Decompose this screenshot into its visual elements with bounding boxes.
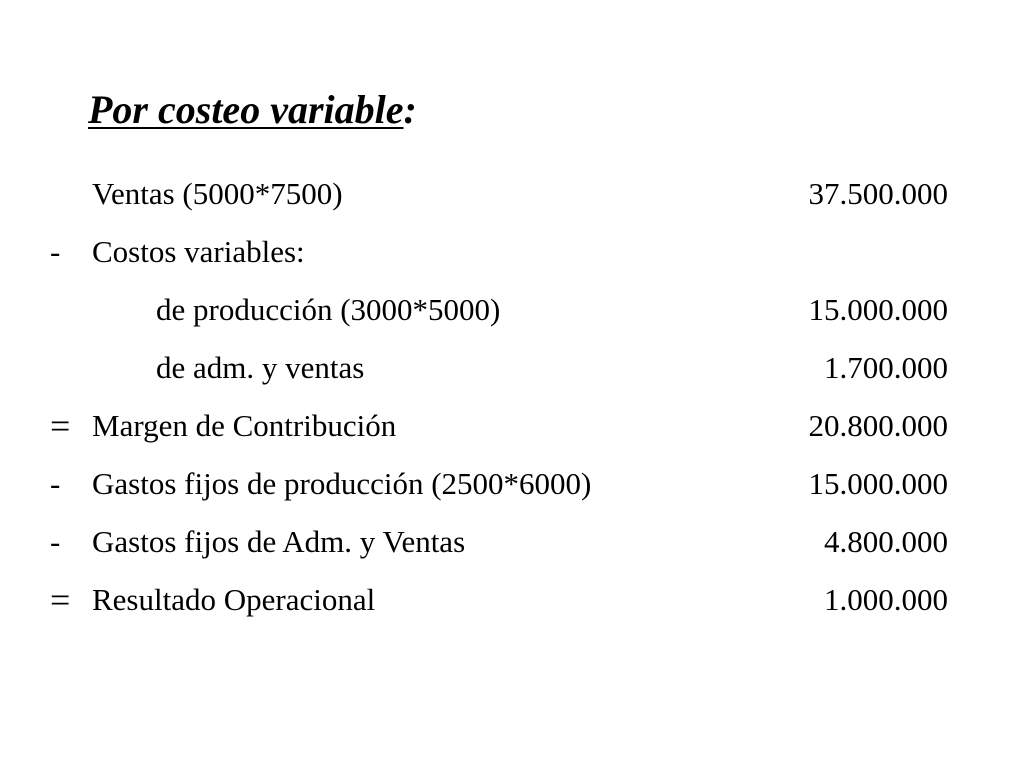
row-label: Gastos fijos de producción (2500*6000) (92, 466, 592, 501)
row-label: de adm. y ventas (156, 350, 365, 385)
row-operator: - (50, 524, 61, 559)
row-label: Resultado Operacional (92, 582, 376, 617)
page-title-colon: : (403, 87, 417, 132)
row-amount: 15.000.000 (808, 466, 948, 501)
statement-row-costo-produccion (0, 281, 1024, 339)
row-amount: 1.000.000 (824, 582, 948, 617)
statement-row-costo-adm-ventas (0, 339, 1024, 397)
row-label: Margen de Contribución (92, 408, 397, 443)
row-amount: 1.700.000 (824, 350, 948, 385)
row-operator: = (50, 580, 71, 620)
row-operator: - (50, 466, 61, 501)
row-amount: 4.800.000 (824, 524, 948, 559)
row-amount: 15.000.000 (808, 292, 948, 327)
statement-row-gastos-fijos-adm-ventas (0, 513, 1024, 571)
statement-row-gastos-fijos-produccion (0, 455, 1024, 513)
row-amount: 37.500.000 (808, 176, 948, 211)
row-amount: 20.800.000 (808, 408, 948, 443)
row-operator: = (50, 406, 71, 446)
statement-row-costos-variables (0, 223, 1024, 281)
row-label: Ventas (5000*7500) (92, 176, 343, 211)
row-label: de producción (3000*5000) (156, 292, 501, 327)
page-title-text: Por costeo variable (88, 87, 404, 132)
statement-row-resultado-operacional (0, 571, 1024, 629)
row-label: Costos variables: (92, 234, 305, 269)
income-statement (0, 165, 1024, 629)
row-label: Gastos fijos de Adm. y Ventas (92, 524, 466, 559)
row-operator: - (50, 234, 61, 269)
page-title (88, 84, 417, 136)
statement-row-margen-contribucion (0, 397, 1024, 455)
statement-row-ventas (0, 165, 1024, 223)
